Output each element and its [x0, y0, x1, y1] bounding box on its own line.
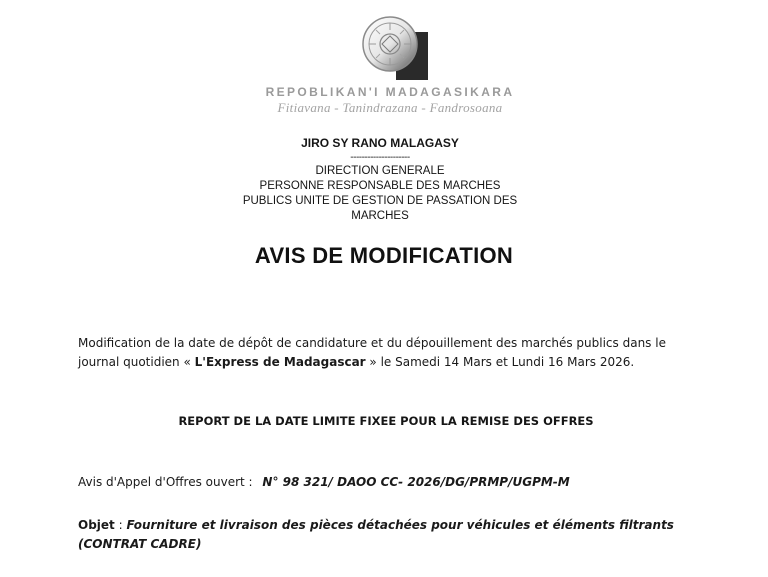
republic-name: REPOBLIKAN'I MADAGASIKARA [265, 85, 515, 99]
tender-line [78, 475, 718, 489]
tender-label: Avis d'Appel d'Offres ouvert : [78, 475, 253, 489]
org-line-ugpm: PUBLICS UNITE DE GESTION DE PASSATION DES [242, 195, 518, 207]
objet-value: Fourniture et livraison des pièces détachées pour véhicules et éléments filtrants (CONTRAT CADRE) [78, 518, 674, 551]
org-line-direction: DIRECTION GENERALE [315, 165, 445, 177]
tender-reference: N° 98 321/ DAOO CC- 2026/DG/PRMP/UGPM-M [262, 475, 570, 489]
objet-line [78, 516, 698, 554]
notice-title: AVIS DE MODIFICATION [254, 243, 514, 268]
org-line-prmp: PERSONNE RESPONSABLE DES MARCHES [259, 180, 501, 192]
notice-text-start: Modification de la date de dépôt de candidature et du dépouillement des marchés publics dans le journal quotidien « [78, 336, 666, 369]
notice-paragraph [78, 334, 678, 372]
report-heading: REPORT DE LA DATE LIMITE FIXEE POUR LA REMISE DES OFFRES [178, 414, 594, 428]
notice-text-end: » le Samedi 14 Mars et Lundi 16 Mars 2026. [365, 355, 635, 369]
objet-separator: : [114, 518, 127, 532]
newspaper-name: L'Express de Madagascar [194, 355, 366, 369]
national-motto: Fitiavana - Tanindrazana - Fandrosoana [277, 100, 503, 115]
organization-separator: --------------------- [350, 152, 410, 163]
organization-name: JIRO SY RANO MALAGASY [301, 136, 459, 150]
org-line-marches: MARCHES [351, 210, 409, 222]
madagascar-seal-emblem-icon [360, 14, 428, 80]
objet-label: Objet [78, 518, 115, 532]
organization-block [220, 136, 540, 224]
